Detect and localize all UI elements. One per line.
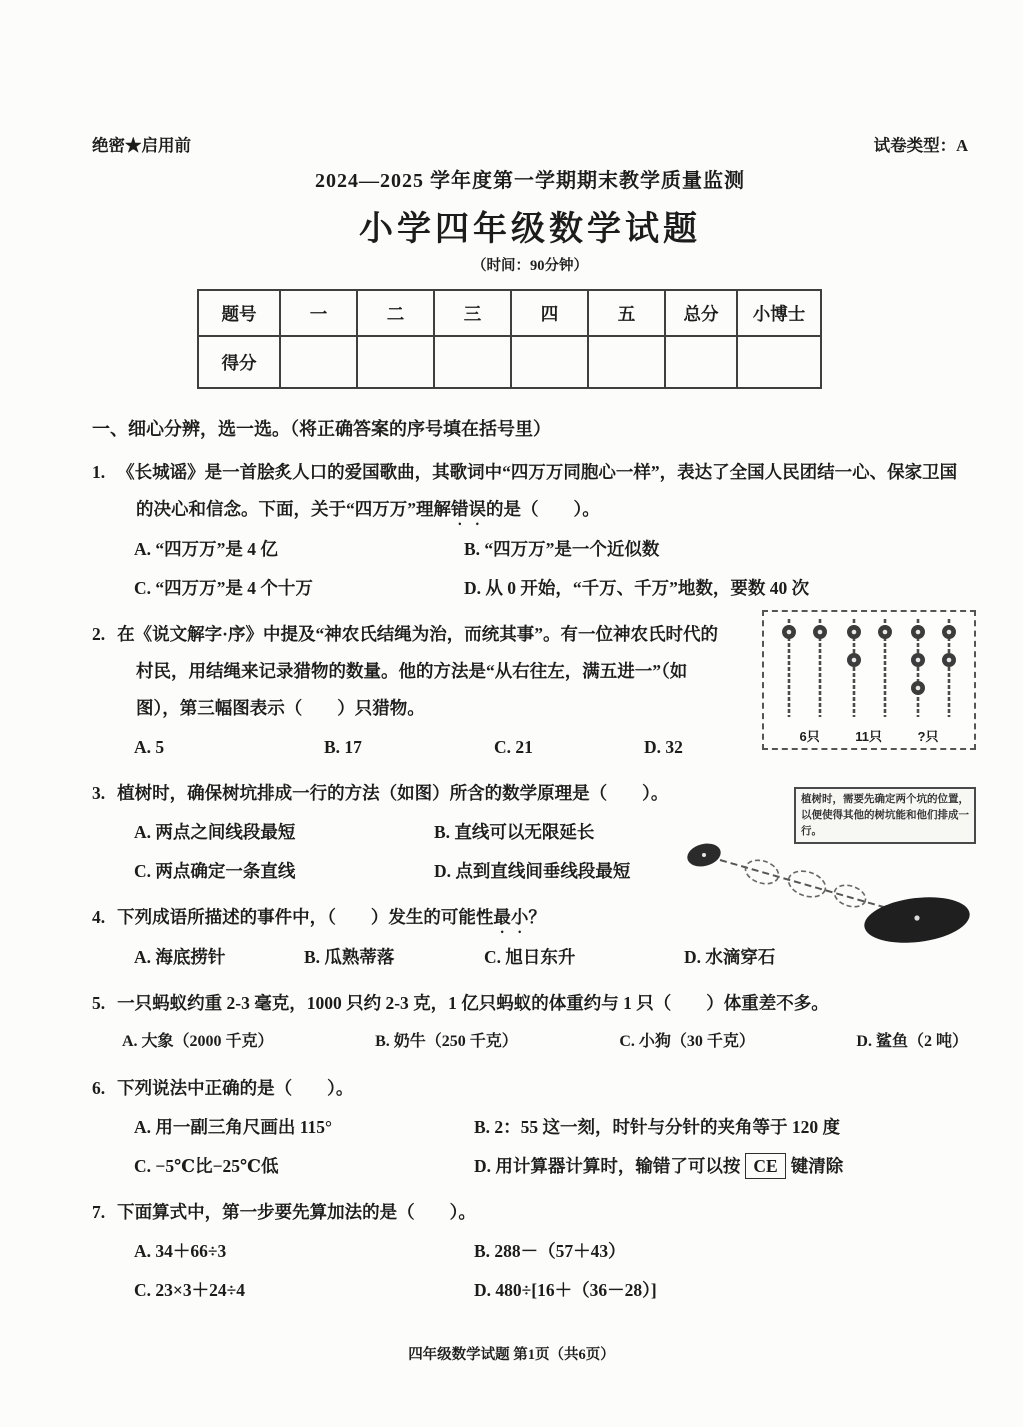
option-b: B. 288－（57＋43） [474, 1241, 626, 1261]
section-one-heading: 一、细心分辨，选一选。（将正确答案的序号填在括号里） [92, 419, 551, 439]
question-stem [92, 985, 968, 1022]
emphasized-text: 最小 [493, 907, 529, 927]
header-cell-1: 一 [280, 290, 357, 336]
knotted-rope-icon [845, 617, 863, 719]
option-row [134, 1275, 968, 1305]
tree-pit-figure [682, 787, 982, 947]
knotted-rope-icon [909, 617, 927, 719]
option-b: B. 直线可以无限延长 [434, 822, 595, 842]
score-cell [280, 336, 357, 388]
rope-group-3 [909, 617, 958, 719]
rope-groups [764, 612, 974, 728]
stem-text: 下列说法中正确的是（ ）。 [117, 1078, 354, 1098]
option-c: C. 旭日东升 [484, 947, 576, 967]
knotted-rope-figure [762, 610, 976, 750]
option-b: B. 奶牛（250 千克） [375, 1033, 518, 1050]
option-row [134, 1236, 968, 1266]
score-cell [434, 336, 511, 388]
rope-group-2 [845, 617, 894, 719]
option-d: D. 点到直线间垂线段最短 [434, 861, 631, 881]
question-7 [92, 1194, 968, 1305]
header-cell-tihao: 题号 [198, 290, 280, 336]
option-row [134, 1112, 968, 1142]
option-d-text: 键清除 [790, 1156, 844, 1176]
question-3 [92, 775, 968, 886]
option-c: C. 两点确定一条直线 [134, 861, 296, 881]
option-d: D. 32 [644, 737, 683, 757]
option-b: B. “四万万”是一个近似数 [464, 539, 660, 559]
page-footer: 四年级数学试题 第1页（共6页） [408, 1347, 615, 1363]
option-row [134, 1151, 968, 1181]
option-row [134, 573, 968, 603]
rope-count-label: 11只 [855, 729, 883, 744]
option-a: A. 海底捞针 [134, 947, 226, 967]
score-cell [357, 336, 434, 388]
option-d: D. 鲨鱼（2 吨） [856, 1033, 968, 1050]
question-number: 3. [92, 783, 106, 803]
question-number: 4. [92, 907, 106, 927]
stem-text: 植树时，确保树坑排成一行的方法（如图）所含的数学原理是（ ）。 [117, 783, 669, 803]
question-6 [92, 1070, 968, 1181]
header-cell-bonus: 小博士 [737, 290, 821, 336]
header-cell-4: 四 [511, 290, 588, 336]
question-1 [92, 454, 968, 603]
header-cell-2: 二 [357, 290, 434, 336]
option-a: A. 大象（2000 千克） [122, 1033, 274, 1050]
header-cell-total: 总分 [665, 290, 737, 336]
rope-labels [764, 728, 974, 748]
score-row-label: 得分 [198, 336, 280, 388]
option-a: A. “四万万”是 4 亿 [134, 539, 278, 559]
stem-text: ？ [528, 907, 546, 927]
rope-count-label: ?只 [917, 729, 939, 744]
knotted-rope-icon [876, 617, 894, 719]
option-a: A. 两点之间线段最短 [134, 822, 296, 842]
option-a: A. 用一副三角尺画出 115° [134, 1117, 333, 1137]
question-number: 6. [92, 1078, 106, 1098]
option-row [122, 1027, 968, 1057]
question-number: 1. [92, 462, 106, 482]
score-cell [511, 336, 588, 388]
option-c: C. “四万万”是 4 个十万 [134, 578, 313, 598]
stem-text: 下面算式中，第一步要先算加法的是（ ）。 [117, 1202, 476, 1222]
ce-key-label: CE [745, 1153, 785, 1179]
option-b: B. 2：55 这一刻，时针与分针的夹角等于 120 度 [474, 1117, 841, 1137]
option-d: D. 水滴穿石 [684, 947, 776, 967]
stem-text: 的是（ ）。 [486, 499, 600, 519]
stem-text: 下列成语所描述的事件中，（ ）发生的可能性 [117, 907, 494, 927]
option-d-text: D. 用计算器计算时，输错了可以按 [474, 1156, 741, 1176]
question-stem [92, 1194, 968, 1231]
question-number: 5. [92, 993, 106, 1013]
header-cell-5: 五 [588, 290, 665, 336]
stem-text: 一只蚂蚁约重 2-3 毫克，1000 只约 2-3 克，1 亿只蚂蚁的体重约与 1 只（ ）体重差不多。 [117, 993, 829, 1013]
option-c: C. 23×3＋24÷4 [134, 1280, 245, 1300]
question-2 [92, 616, 968, 762]
option-b: B. 瓜熟蒂落 [304, 947, 395, 967]
rope-count-label: 6只 [799, 729, 820, 744]
knotted-rope-icon [780, 617, 798, 719]
question-stem [92, 454, 968, 529]
top-header [92, 132, 968, 156]
emphasized-text: 错误 [451, 499, 486, 519]
question-stem [92, 1070, 968, 1107]
paper-type-label: 试卷类型：A [873, 136, 968, 155]
score-cell [588, 336, 665, 388]
option-d: D. 从 0 开始，“千万、千万”地数，要数 40 次 [464, 578, 810, 598]
time-limit-note: （时间：90分钟） [472, 258, 588, 274]
secrecy-label: 绝密★启用前 [92, 136, 191, 155]
option-b: B. 17 [324, 737, 362, 757]
option-a: A. 34＋66÷3 [134, 1241, 227, 1261]
option-row [134, 534, 968, 564]
knotted-rope-icon [811, 617, 829, 719]
question-number: 2. [92, 624, 106, 644]
stem-text: 《长城谣》是一首脍炙人口的爱国歌曲，其歌词中“四万万同胞心一样”，表达了全国人民团结一心、保家卫国的决心和信念。下面，关于“四万万”理解 [117, 462, 958, 519]
score-table [197, 289, 822, 389]
stem-text: 在《说文解字·序》中提及“神农氏结绳为治，而统其事”。有一位神农氏时代的村民，用结绳来记录猎物的数量。他的方法是“从右往左，满五进一”（如图），第三幅图表示（ ）只猎物。 [117, 624, 718, 718]
option-d [474, 1151, 843, 1181]
figure-callout: 植树时，需要先确定两个坑的位置，以便使得其他的树坑能和他们排成一行。 [794, 787, 976, 844]
option-c: C. 21 [494, 737, 533, 757]
option-c: C. 小狗（30 千克） [619, 1033, 755, 1050]
header-cell-3: 三 [434, 290, 511, 336]
knotted-rope-icon [940, 617, 958, 719]
score-table-header-row [198, 290, 821, 336]
question-5 [92, 985, 968, 1057]
option-c: C. −5℃比−25℃低 [134, 1156, 279, 1176]
rope-group-1 [780, 617, 829, 719]
question-number: 7. [92, 1202, 106, 1222]
option-a: A. 5 [134, 737, 165, 757]
exam-session-title: 2024—2025 学年度第一学期期末教学质量监测 [315, 170, 745, 192]
score-cell [737, 336, 821, 388]
option-d: D. 480÷[16＋（36－28）] [474, 1280, 657, 1300]
page-content [92, 132, 968, 1305]
score-row [198, 336, 821, 388]
score-cell [665, 336, 737, 388]
exam-title: 小学四年级数学试题 [359, 211, 701, 248]
